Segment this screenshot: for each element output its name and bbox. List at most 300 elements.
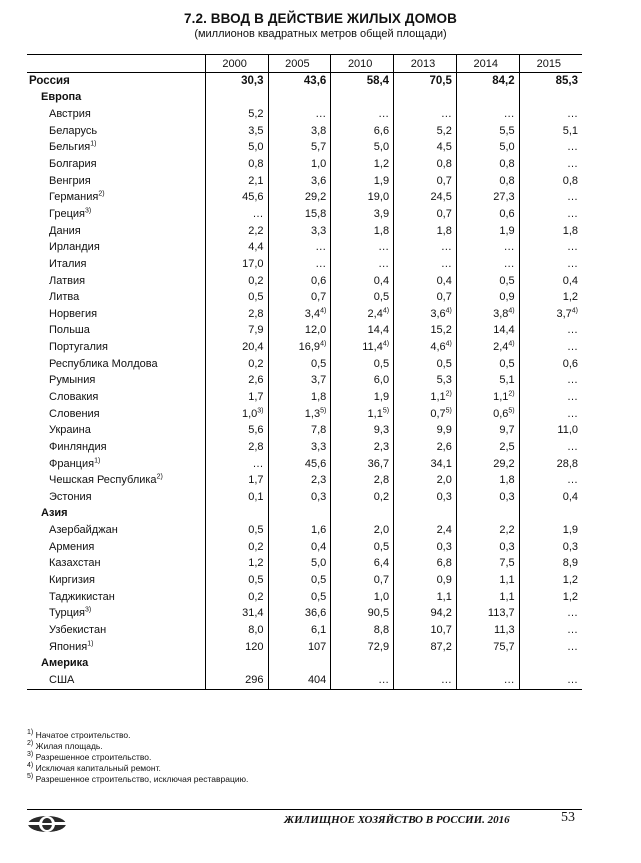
cell-value: 0,7 [436, 291, 452, 304]
row-label: Америка [41, 657, 89, 670]
value-cell [331, 506, 394, 523]
value-cell [205, 489, 268, 506]
value-cell [456, 356, 519, 373]
value-cell [394, 606, 457, 623]
cell-value: … [567, 440, 578, 453]
value-cell [205, 189, 268, 206]
value-cell [519, 90, 582, 107]
value-cell [519, 589, 582, 606]
cell-value: … [440, 241, 452, 254]
value-cell [519, 73, 582, 90]
value-cell [268, 90, 331, 107]
value-cell [205, 289, 268, 306]
cell-value: 0,5 [311, 357, 327, 370]
cell-value: 8,8 [373, 623, 390, 636]
table-row [27, 489, 582, 506]
cell-value: 5,2 [248, 108, 264, 121]
footnote-mark: 2) [156, 473, 163, 481]
country-name [27, 373, 205, 390]
country-name [27, 189, 205, 206]
cell-value: 0,5 [248, 291, 264, 304]
value-cell [456, 73, 519, 90]
cell-value: 5,0 [499, 141, 515, 154]
value-cell [394, 389, 457, 406]
table-row [27, 239, 582, 256]
footnote-mark: 4) [382, 307, 390, 315]
footnote [27, 741, 248, 752]
value-cell [456, 639, 519, 656]
row-label: Финляндия [49, 440, 107, 453]
cell-value: … [567, 607, 578, 620]
cell-value: 15,8 [304, 207, 327, 220]
value-cell [519, 173, 582, 190]
country-name [27, 273, 205, 290]
country-name [27, 306, 205, 323]
table-row [27, 223, 582, 240]
cell-value: … [440, 108, 452, 121]
value-cell [205, 239, 268, 256]
cell-value: 1,7 [248, 390, 264, 403]
table-row [27, 672, 582, 689]
value-cell [394, 672, 457, 689]
footer-rule [27, 809, 582, 810]
value-cell [394, 123, 457, 140]
value-cell [394, 106, 457, 123]
cell-value: 3,6 [311, 174, 327, 187]
footnote-mark: 4) [27, 762, 34, 770]
table-row [27, 539, 582, 556]
footnote-mark: 4) [382, 340, 390, 348]
table-row [27, 422, 582, 439]
value-cell [456, 522, 519, 539]
cell-value: … [567, 374, 578, 387]
cell-value: 1,9 [499, 224, 515, 237]
table-row [27, 439, 582, 456]
value-cell [331, 173, 394, 190]
cell-value: 0,9 [436, 574, 452, 587]
value-cell [331, 123, 394, 140]
row-label: Латвия [49, 274, 86, 287]
cell-value: 0,8 [499, 158, 515, 171]
country-name [27, 639, 205, 656]
table-row [27, 522, 582, 539]
value-cell [205, 256, 268, 273]
value-cell [456, 572, 519, 589]
value-cell [205, 606, 268, 623]
cell-value: 36,6 [304, 607, 327, 620]
footnote-mark: 1) [27, 729, 34, 737]
value-cell [331, 73, 394, 90]
cell-value: 0,7 [436, 207, 452, 220]
cell-value: 0,2 [248, 540, 264, 553]
cell-value: 3,8 [311, 124, 327, 137]
cell-value: 0,3 [499, 490, 515, 503]
value-cell [331, 489, 394, 506]
value-cell [519, 206, 582, 223]
value-cell [331, 622, 394, 639]
value-cell [268, 339, 331, 356]
table-row [27, 156, 582, 173]
cell-value: 6,1 [311, 623, 327, 636]
cell-value: 43,6 [303, 74, 327, 87]
value-cell [331, 289, 394, 306]
cell-value: 0,5 [436, 357, 452, 370]
footnote-mark: 5) [320, 406, 327, 414]
value-cell [268, 655, 331, 672]
cell-value: 1,1 [367, 407, 383, 420]
value-cell [268, 189, 331, 206]
cell-value: 36,7 [367, 457, 390, 470]
value-cell [268, 639, 331, 656]
value-cell [456, 90, 519, 107]
rosstat-logo-icon [26, 814, 68, 834]
value-cell [205, 323, 268, 340]
value-cell [331, 273, 394, 290]
cell-value: 5,3 [436, 374, 452, 387]
row-label: Таджикистан [49, 590, 115, 603]
cell-value: 0,6 [562, 357, 578, 370]
value-cell [519, 239, 582, 256]
cell-value: 8,0 [248, 623, 264, 636]
footnote-mark: 1) [87, 639, 94, 647]
value-cell [331, 389, 394, 406]
cell-value: 3,9 [373, 207, 390, 220]
value-cell [394, 356, 457, 373]
cell-value: 0,3 [436, 490, 452, 503]
value-cell [331, 606, 394, 623]
value-cell [394, 189, 457, 206]
value-cell [456, 289, 519, 306]
cell-value: 1,3 [304, 407, 321, 420]
country-name [27, 606, 205, 623]
cell-value: 5,1 [562, 124, 578, 137]
value-cell [519, 123, 582, 140]
value-cell [394, 556, 457, 573]
footnote-mark: 2) [27, 740, 34, 748]
value-cell [519, 256, 582, 273]
row-label: Румыния [49, 374, 96, 387]
cell-value: 87,2 [430, 640, 452, 653]
cell-value: 2,5 [499, 440, 515, 453]
cell-value: 34,1 [430, 457, 452, 470]
country-name [27, 489, 205, 506]
footnote-mark: 2) [98, 190, 105, 198]
cell-value: 2,1 [248, 174, 264, 187]
value-cell [205, 472, 268, 489]
value-cell [268, 672, 331, 689]
value-cell [456, 239, 519, 256]
value-cell [519, 655, 582, 672]
cell-value: 85,3 [555, 74, 578, 87]
cell-value: 12,0 [304, 324, 327, 337]
table-row [27, 256, 582, 273]
value-cell [268, 556, 331, 573]
cell-value: … [315, 241, 327, 254]
value-cell [268, 622, 331, 639]
cell-value: … [567, 640, 578, 653]
footnote-text: Исключая капитальный ремонт. [33, 763, 161, 773]
cell-value: 0,4 [373, 274, 390, 287]
cell-value: 30,3 [241, 74, 264, 87]
value-cell [394, 655, 457, 672]
value-cell [331, 256, 394, 273]
housing-table [27, 54, 582, 690]
cell-value: 2,6 [436, 440, 452, 453]
value-cell [268, 289, 331, 306]
cell-value: 3,4 [304, 307, 321, 320]
value-cell [394, 489, 457, 506]
value-cell [205, 389, 268, 406]
cell-value: 11,0 [557, 424, 578, 437]
value-cell [394, 273, 457, 290]
cell-value: 5,0 [311, 557, 327, 570]
cell-value: 70,5 [429, 74, 452, 87]
cell-value: 0,4 [562, 490, 578, 503]
cell-value: 84,2 [492, 74, 515, 87]
cell-value: 113,7 [487, 607, 515, 620]
value-cell [519, 439, 582, 456]
cell-value: 3,8 [493, 307, 509, 320]
value-cell [456, 323, 519, 340]
country-name [27, 289, 205, 306]
row-label: Азия [41, 507, 68, 520]
cell-value: 2,0 [373, 524, 390, 537]
country-name [27, 389, 205, 406]
value-cell [394, 439, 457, 456]
cell-value: … [567, 341, 578, 354]
value-cell [331, 589, 394, 606]
cell-value: … [567, 158, 578, 171]
cell-value: 3,7 [311, 374, 327, 387]
row-label: Словакия [49, 390, 99, 403]
value-cell [519, 339, 582, 356]
cell-value: 45,6 [304, 457, 327, 470]
value-cell [456, 173, 519, 190]
table-row [27, 356, 582, 373]
cell-value: 4,6 [430, 341, 446, 354]
cell-value: 0,5 [311, 590, 327, 603]
value-cell [394, 522, 457, 539]
year-header: 2010 [331, 55, 394, 73]
cell-value: 7,8 [311, 424, 327, 437]
cell-value: 0,3 [499, 540, 515, 553]
value-cell [519, 356, 582, 373]
table-row [27, 189, 582, 206]
cell-value: 5,0 [373, 141, 390, 154]
value-cell [268, 323, 331, 340]
value-cell [331, 189, 394, 206]
page-number: 53 [561, 810, 575, 825]
value-cell [205, 206, 268, 223]
value-cell [456, 506, 519, 523]
cell-value: 0,4 [436, 274, 452, 287]
row-label: Австрия [49, 108, 91, 121]
value-cell [394, 472, 457, 489]
cell-value: 4,5 [436, 141, 452, 154]
year-header: 2014 [456, 55, 519, 73]
value-cell [519, 622, 582, 639]
cell-value: 1,8 [436, 224, 452, 237]
value-cell [205, 672, 268, 689]
cell-value: 2,3 [373, 440, 390, 453]
row-label: Бельгия [49, 141, 91, 154]
cell-value: 0,7 [373, 574, 390, 587]
cell-value: 0,7 [436, 174, 452, 187]
cell-value: 0,2 [248, 357, 264, 370]
cell-value: 1,8 [499, 474, 515, 487]
cell-value: 5,1 [499, 374, 515, 387]
value-cell [331, 639, 394, 656]
region-row [27, 90, 582, 107]
footnote-mark: 5) [382, 406, 390, 414]
value-cell [205, 339, 268, 356]
country-name [27, 539, 205, 556]
cell-value: 0,3 [562, 540, 578, 553]
cell-value: 3,6 [430, 307, 446, 320]
row-label: Украина [49, 424, 91, 437]
cell-value: 2,4 [436, 524, 452, 537]
value-cell [519, 506, 582, 523]
cell-value: 1,2 [562, 590, 578, 603]
row-label: Италия [49, 257, 87, 270]
country-name [27, 456, 205, 473]
value-cell [268, 206, 331, 223]
cell-value: 1,1 [493, 390, 509, 403]
country-name [27, 439, 205, 456]
cell-value: 1,6 [311, 524, 327, 537]
cell-value: 4,4 [248, 241, 264, 254]
cell-value: 3,3 [311, 440, 327, 453]
cell-value: 11,4 [362, 341, 383, 354]
value-cell [205, 589, 268, 606]
cell-value: 94,2 [430, 607, 452, 620]
value-cell [205, 106, 268, 123]
region-name [27, 655, 205, 672]
region-name [27, 90, 205, 107]
value-cell [331, 140, 394, 157]
value-cell [519, 422, 582, 439]
row-label: Франция [49, 457, 95, 470]
table-row [27, 472, 582, 489]
value-cell [268, 106, 331, 123]
value-cell [331, 539, 394, 556]
cell-value: 0,2 [248, 590, 264, 603]
cell-value: 5,0 [248, 141, 264, 154]
table-row [27, 639, 582, 656]
footnote-mark: 3) [27, 751, 34, 759]
value-cell [519, 456, 582, 473]
cell-value: 27,3 [493, 191, 515, 204]
footnote-mark: 4) [445, 307, 452, 315]
table-row [27, 572, 582, 589]
cell-value: 0,6 [493, 407, 509, 420]
value-cell [456, 556, 519, 573]
country-name [27, 156, 205, 173]
country-name [27, 589, 205, 606]
table-row [27, 140, 582, 157]
value-cell [331, 90, 394, 107]
cell-value: 2,8 [248, 440, 264, 453]
cell-value: 1,0 [311, 158, 327, 171]
cell-value: … [567, 241, 578, 254]
value-cell [205, 373, 268, 390]
country-name [27, 173, 205, 190]
value-cell [331, 556, 394, 573]
cell-value: … [503, 673, 515, 686]
cell-value: … [252, 457, 264, 470]
footnote-text: Начатое строительство. [33, 730, 131, 740]
value-cell [456, 622, 519, 639]
cell-value: 0,7 [430, 407, 446, 420]
cell-value: … [503, 108, 515, 121]
cell-value: 3,7 [556, 307, 572, 320]
value-cell [205, 506, 268, 523]
table-row [27, 606, 582, 623]
cell-value: 2,4 [367, 307, 383, 320]
cell-value: 1,2 [248, 557, 264, 570]
cell-value: 0,2 [248, 274, 264, 287]
cell-value: 0,9 [499, 291, 515, 304]
value-cell [205, 556, 268, 573]
row-label: Норвегия [49, 307, 98, 320]
footnote-mark: 3) [257, 406, 264, 414]
row-label: Чешская Республика [49, 474, 157, 487]
value-cell [456, 256, 519, 273]
cell-value: 28,8 [556, 457, 578, 470]
cell-value: 2,3 [311, 474, 327, 487]
cell-value: 1,1 [499, 590, 515, 603]
footnote-mark: 2) [508, 390, 515, 398]
cell-value: 1,0 [373, 590, 390, 603]
value-cell [331, 239, 394, 256]
country-name [27, 140, 205, 157]
value-cell [519, 306, 582, 323]
cell-value: 0,5 [499, 357, 515, 370]
value-cell [519, 273, 582, 290]
value-cell [394, 223, 457, 240]
value-cell [331, 472, 394, 489]
cell-value: … [315, 257, 327, 270]
footnotes [27, 730, 248, 785]
cell-value: … [378, 257, 390, 270]
value-cell [331, 206, 394, 223]
value-cell [268, 223, 331, 240]
value-cell [331, 106, 394, 123]
table-row [27, 622, 582, 639]
row-label: Венгрия [49, 174, 91, 187]
year-header: 2015 [519, 55, 582, 73]
cell-value: 0,5 [248, 574, 264, 587]
value-cell [331, 522, 394, 539]
table-row [27, 73, 582, 90]
footnote-mark: 5) [445, 406, 452, 414]
cell-value: … [567, 141, 578, 154]
country-name [27, 356, 205, 373]
cell-value: 11,3 [494, 623, 515, 636]
table-row [27, 106, 582, 123]
table-row [27, 273, 582, 290]
cell-value: 2,0 [436, 474, 452, 487]
cell-value: 107 [307, 640, 327, 653]
value-cell [205, 273, 268, 290]
value-cell [331, 339, 394, 356]
cell-value: … [567, 108, 578, 121]
value-cell [205, 140, 268, 157]
cell-value: 0,6 [311, 274, 327, 287]
value-cell [205, 539, 268, 556]
value-cell [268, 572, 331, 589]
footnote-mark: 4) [445, 340, 452, 348]
